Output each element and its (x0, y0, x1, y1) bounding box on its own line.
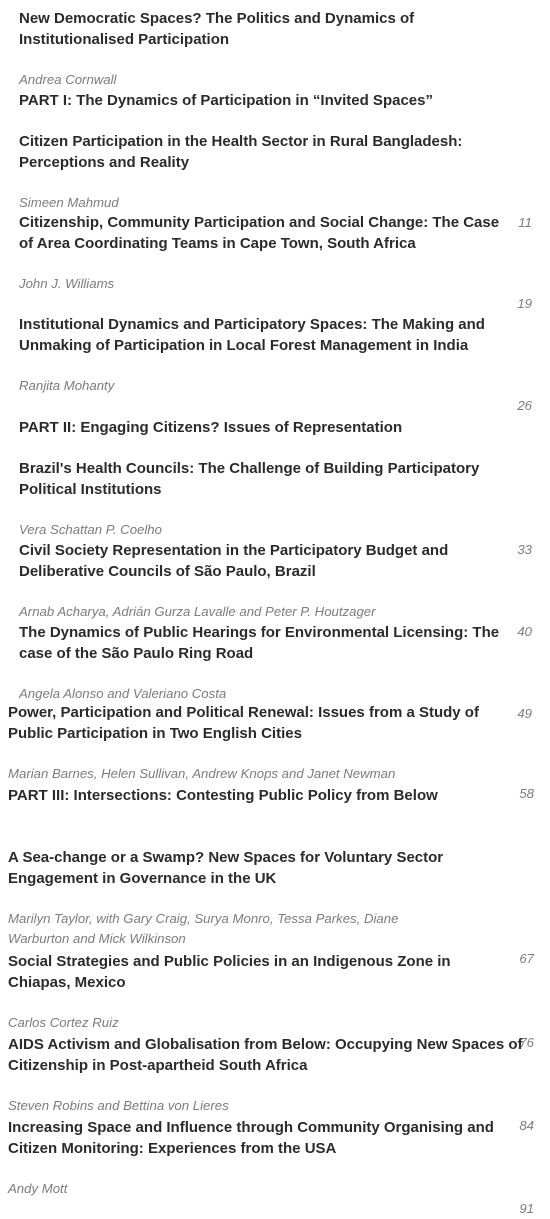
toc-entry-authors: Marilyn Taylor, with Gary Craig, Surya Monro, Tessa Parkes, Diane Warburton and Mick Wilkinson (8, 911, 399, 946)
toc-entry-page-number: 33 (517, 542, 532, 557)
toc-part-heading (19, 418, 532, 439)
toc-entry-title: Power, Participation and Political Renewal: Issues from a Study of Public Participation in Two English Cities (8, 704, 479, 742)
toc-entry-authors: Marian Barnes, Helen Sullivan, Andrew Knops and Janet Newman (8, 766, 396, 781)
toc-entry-title: Citizen Participation in the Health Sector in Rural Bangladesh: Perceptions and Reality (19, 133, 463, 171)
toc-entry-page-number: 84 (519, 1118, 534, 1133)
toc-entry-authors: Andy Mott (8, 1181, 68, 1196)
toc-entry-title: Increasing Space and Influence through Community Organising and Citizen Monitoring: Experiences from the USA (8, 1119, 494, 1157)
toc-part-title: PART II: Engaging Citizens? Issues of Representation (19, 419, 403, 436)
toc-entry-title: Institutional Dynamics and Participatory Spaces: The Making and Unmaking of Participation in Local Forest Management in India (19, 316, 485, 354)
toc-part-heading (19, 91, 532, 112)
toc-entry-authors: Angela Alonso and Valeriano Costa (19, 686, 227, 701)
toc-entry-page-number: 26 (517, 398, 532, 413)
toc-entry-page-number: 58 (519, 786, 534, 801)
toc-entry-page-number: 19 (517, 296, 532, 311)
toc-entry-page-number: 11 (518, 215, 532, 230)
toc-entry-authors-row (8, 1159, 534, 1219)
toc-entry-title: Civil Society Representation in the Participatory Budget and Deliberative Councils of São Paulo, Brazil (19, 542, 449, 580)
toc-entry (8, 848, 534, 969)
toc-entry-authors: Arnab Acharya, Adrián Gurza Lavalle and Peter P. Houtzager (19, 604, 376, 619)
toc-entry-authors: Steven Robins and Bettina von Lieres (8, 1098, 229, 1113)
toc-entry-authors: Ranjita Mohanty (19, 378, 115, 393)
toc-entry-authors: Andrea Cornwall (19, 72, 117, 87)
toc-entry (19, 315, 532, 416)
toc-entry-authors: Vera Schattan P. Coelho (19, 522, 162, 537)
toc-entry-authors: Carlos Cortez Ruiz (8, 1015, 119, 1030)
toc-entry-title: New Democratic Spaces? The Politics and Dynamics of Institutionalised Participation (19, 10, 415, 48)
toc-entry (19, 213, 532, 314)
toc-entry-page-number: 76 (519, 1035, 534, 1050)
toc-part-title: PART I: The Dynamics of Participation in “Invited Spaces” (19, 92, 433, 109)
toc-entry-title: Social Strategies and Public Policies in an Indigenous Zone in Chiapas, Mexico (8, 953, 451, 991)
toc-entry-page-number: 49 (517, 706, 532, 721)
toc-entry-authors-row (19, 254, 532, 314)
toc-entry-title: Citizenship, Community Participation and Social Change: The Case of Area Coordinating Teams in Cape Town, South Africa (19, 214, 500, 252)
toc-entry-authors: John J. Williams (19, 276, 115, 291)
toc-entry (8, 1118, 534, 1219)
toc-part-title: PART III: Intersections: Contesting Public Policy from Below (8, 787, 438, 804)
toc-entry-page-number: 40 (517, 624, 532, 639)
toc-entry-title: Brazil's Health Councils: The Challenge of Building Participatory Political Institutions (19, 460, 480, 498)
toc-entry-authors: Simeen Mahmud (19, 195, 119, 210)
toc-entry-title: AIDS Activism and Globalisation from Below: Occupying New Spaces of Citizenship in Post-apartheid South Africa (8, 1036, 523, 1074)
toc-part-heading (8, 786, 490, 807)
toc-entry-title: A Sea-change or a Swamp? New Spaces for Voluntary Sector Engagement in Governance in the UK (8, 849, 444, 887)
toc-entry-title: The Dynamics of Public Hearings for Environmental Licensing: The case of the São Paulo Ring Road (19, 624, 500, 662)
toc-entry-page-number: 67 (519, 951, 534, 966)
toc-entry-page-number: 91 (519, 1201, 534, 1216)
toc-entry-authors-row (19, 356, 532, 416)
